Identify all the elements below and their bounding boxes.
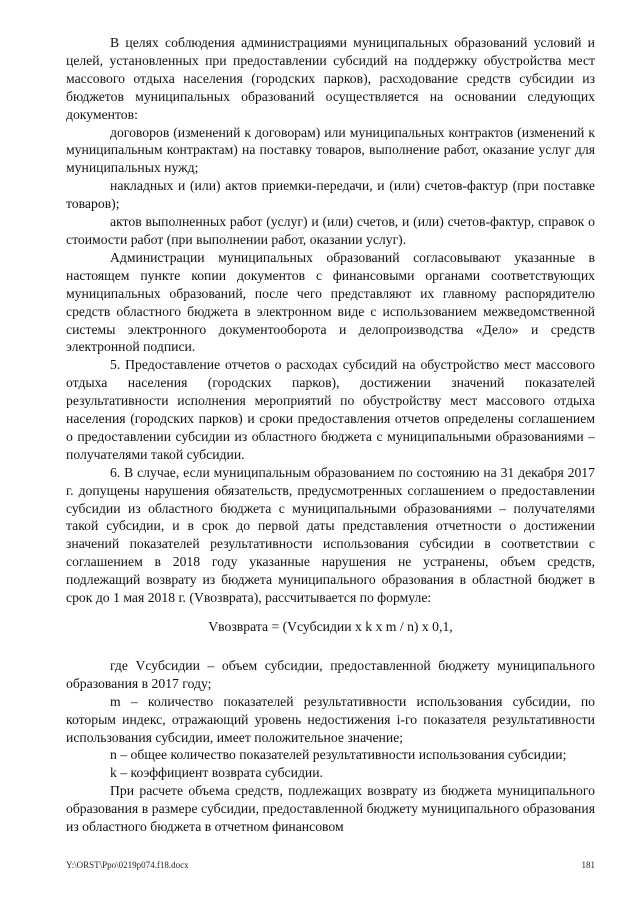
paragraph-item-6: 6. В случае, если муниципальным образованием по состоянию на 31 декабря 2017 г. допущены нарушения обязательств, предусмотренных соглашением о предоставлении субсидии из областного бюджета с муниципальными образованиями – получателями такой субсидии, и в срок до первой даты представления отчетности о достижении значений показателей результативности использования субсидии в соответствии с соглашением в 2018 году указанные нарушения не устранены, объем средств, подлежащий возврату из бюджета муниципального образования в областной бюджет в срок до 1 мая 2018 г. (Vвозврата), рассчитывается по формуле: [66,464,595,606]
paragraph-item-5: 5. Предоставление отчетов о расходах субсидий на обустройство мест массового отдыха населения (городских парков), достижении значений показателей результативности исполнения мероприятий по обустройству мест массового отдыха населения (городских парков) и сроки предоставления отчетов определены соглашением о предоставлении субсидии из областного бюджета с муниципальными образованиями – получателями такой субсидии. [66,357,595,462]
formula: Vвозврата = (Vсубсидии x k x m / n) x 0,1, [208,619,453,634]
footer-file-path: Y:\ORST\Ppo\0219p074.f18.docx [66,860,189,870]
paragraph-approval: Администрации муниципальных образований согласовывают указанные в настоящем пункте копии документов с финансовыми органами соответствующих муниципальных образований, после чего представляют их главному распорядителю средств областного бюджета в электронном виде с использованием межведомственной системы электронного документооборота и делопроизводства «Дело» и средств электронной подписи. [66,249,595,355]
paragraph-intro: В целях соблюдения администрациями муниципальных образований условий и целей, установленных при предоставлении субсидий на поддержку обустройства мест массового отдыха населения (городских парков), расходование средств субсидии из бюджетов муниципальных образований осуществляется на основании следующих документов: [66,35,595,122]
paragraph-calculation: При расчете объема средств, подлежащих возврату из бюджета муниципального образования в размере субсидии, предоставленной бюджету муниципального образования из областного бюджета в отчетном финансовом [66,783,595,835]
paragraph-m-definition: m – количество показателей результативности использования субсидии, по которым индекс, отражающий уровень недостижения i-го показателя результативности использования субсидии, имеет положительное значение; [66,693,595,745]
footer-page-number: 181 [581,860,595,870]
paragraph-contracts: договоров (изменений к договорам) или муниципальных контрактов (изменений к муниципальным контрактам) на поставку товаров, выполнение работ, оказание услуг для муниципальных нужд; [66,124,595,176]
paragraph-where: где Vсубсидии – объем субсидии, предоставленной бюджету муниципального образования в 2017 году; [66,657,595,691]
paragraph-invoices: накладных и (или) актов приемки-передачи, и (или) счетов-фактур (при поставке товаров); [66,178,595,212]
paragraph-acts: актов выполненных работ (услуг) и (или) счетов, и (или) счетов-фактур, справок о стоимости работ (при выполнении работ, оказании услуг). [66,214,595,247]
paragraph-k-definition: k – коэффициент возврата субсидии. [110,765,323,781]
paragraph-n-definition: n – общее количество показателей результативности использования субсидии; [110,747,567,763]
document-page [66,34,595,836]
